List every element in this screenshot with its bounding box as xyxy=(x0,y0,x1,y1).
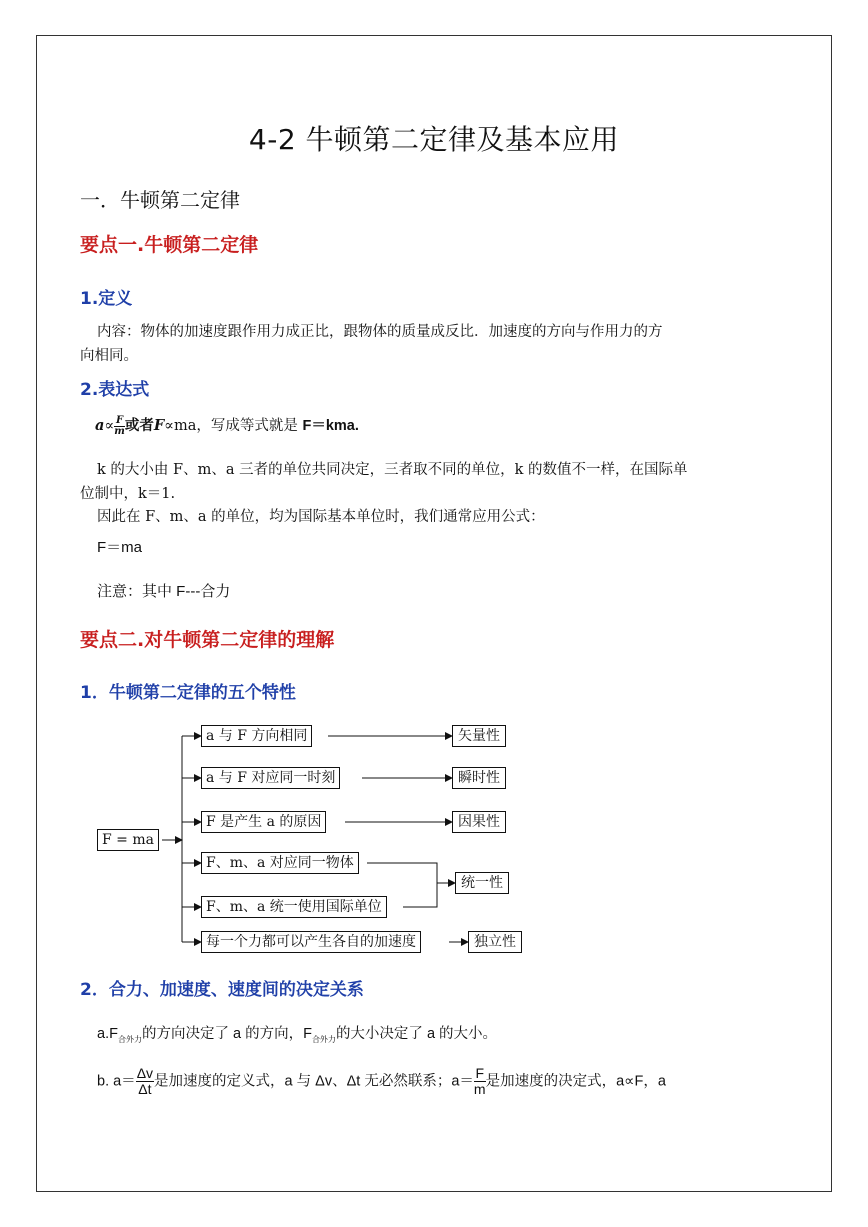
expression-heading: 2.表达式 xyxy=(80,380,150,400)
relation-heading: 2．合力、加速度、速度间的决定关系 xyxy=(80,980,364,1000)
note-text: 注意：其中 F---合力 xyxy=(97,583,231,600)
key-point-heading: 要点一.牛顿第二定律 xyxy=(80,234,259,256)
frac-den: m xyxy=(114,425,125,437)
branch-box: F、m、a 对应同一物体 xyxy=(201,852,359,874)
relation-b-text xyxy=(97,1066,666,1098)
branch-box: F、m、a 统一使用国际单位 xyxy=(201,896,387,918)
si-unit-text: 因此在 F、m、a 的单位，均为国际基本单位时，我们通常应用公式： xyxy=(97,509,545,525)
definition-text-cont: 向相同。 xyxy=(80,348,138,364)
branch-box: 每一个力都可以产生各自的加速度 xyxy=(201,931,421,953)
frac-num: F xyxy=(115,414,124,426)
page-title: 4-2 牛顿第二定律及基本应用 xyxy=(248,123,620,156)
result-box: 矢量性 xyxy=(452,725,506,747)
frac-den: Δt xyxy=(138,1081,152,1098)
branch-box: a 与 F 对应同一时刻 xyxy=(201,767,340,789)
k-explanation: k 的大小由 F、m、a 三者的单位共同决定，三者取不同的单位，k 的数值不一样，在国际单 xyxy=(97,462,688,478)
key-point-heading-2: 要点二.对牛顿第二定律的理解 xyxy=(80,629,335,651)
source-box: F = ma xyxy=(97,829,159,851)
frac-num: F xyxy=(475,1065,485,1081)
symbol-a: a xyxy=(95,417,105,434)
rel-b-part2: 是加速度的定义式，a 与 Δv、Δt 无必然联系；a＝ xyxy=(154,1073,474,1090)
rel-a-part2: 的方向决定了 a 的方向，F xyxy=(141,1026,312,1042)
result-box: 独立性 xyxy=(468,931,522,953)
result-box: 统一性 xyxy=(455,872,509,894)
rel-a-sub1: 合外力 xyxy=(117,1034,142,1044)
rel-b-part3: 是加速度的决定式，a∝F，a xyxy=(485,1073,666,1090)
result-box: 瞬时性 xyxy=(452,767,506,789)
formula-text: F＝ma xyxy=(97,539,143,556)
k-explanation-cont: 位制中，k＝1. xyxy=(80,486,176,502)
rel-a-part1: a.F xyxy=(97,1026,118,1042)
relation-a-text xyxy=(97,1022,497,1045)
rel-b-part1: b. a＝ xyxy=(97,1073,136,1090)
branch-box: F 是产生 a 的原因 xyxy=(201,811,326,833)
definition-text: 内容：物体的加速度跟作用力成正比，跟物体的质量成反比．加速度的方向与作用力的方 xyxy=(97,324,663,340)
five-properties-heading: 1．牛顿第二定律的五个特性 xyxy=(80,683,296,703)
or-text: 或者 xyxy=(124,417,154,434)
symbol-F: F xyxy=(153,417,165,434)
ma-text: ma，写成等式就是 xyxy=(173,418,298,434)
fraction-dv-over-dt xyxy=(136,1066,154,1098)
rel-a-part3: 的大小决定了 a 的大小。 xyxy=(335,1026,498,1042)
fraction-f-over-m-2 xyxy=(474,1066,486,1098)
branch-box: a 与 F 方向相同 xyxy=(201,725,312,747)
propto-symbol-2: ∝ xyxy=(164,418,174,434)
equation-text: F＝kma. xyxy=(302,418,359,434)
result-box: 因果性 xyxy=(452,811,506,833)
section-heading: 一．牛顿第二定律 xyxy=(80,188,240,212)
frac-den: m xyxy=(473,1081,486,1098)
propto-symbol: ∝ xyxy=(104,418,115,434)
frac-num: Δv xyxy=(136,1065,154,1081)
rel-a-sub2: 合外力 xyxy=(311,1034,336,1044)
definition-heading: 1.定义 xyxy=(80,289,133,309)
